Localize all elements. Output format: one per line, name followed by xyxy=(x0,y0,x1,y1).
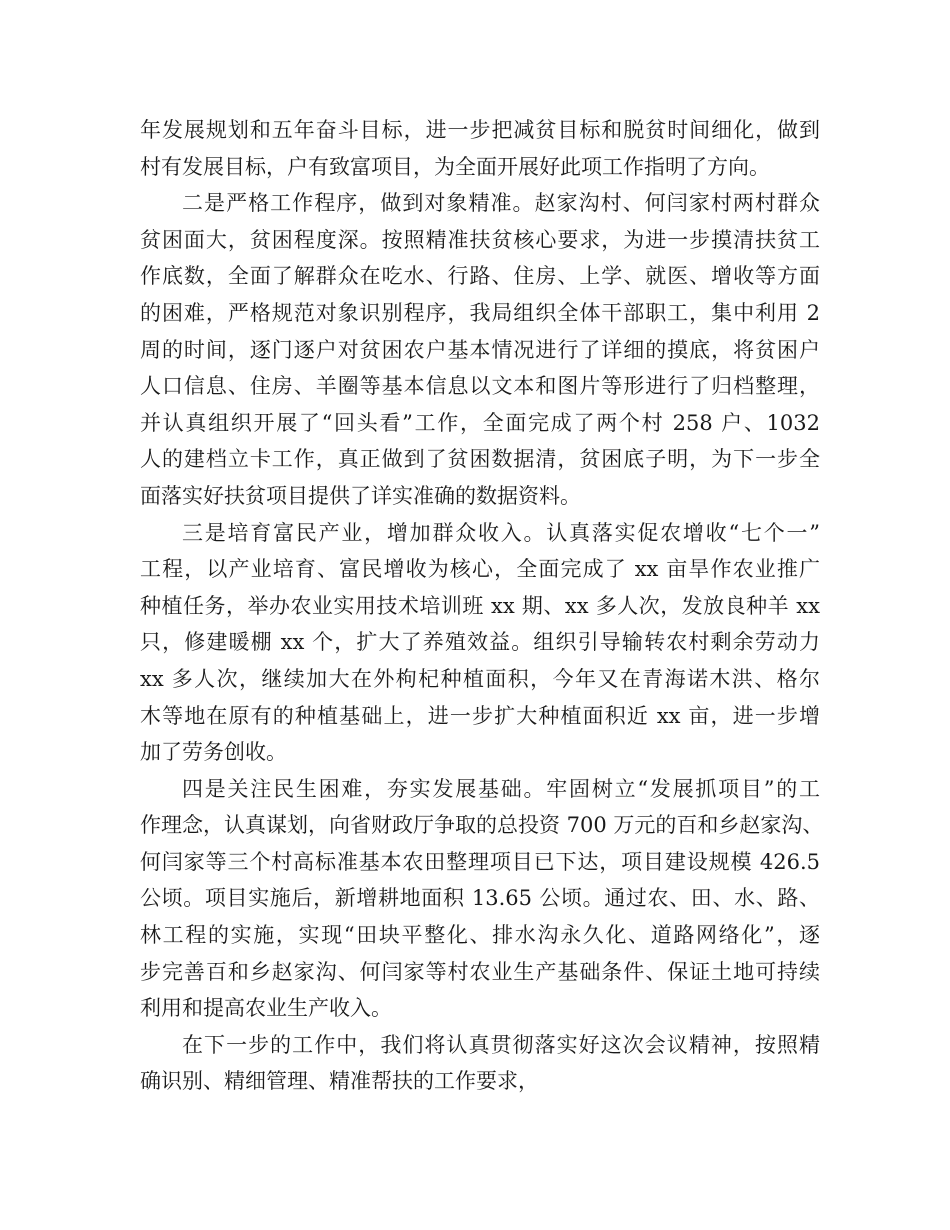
text-line: 作理念，认真谋划，向省财政厅争取的总投资 700 万元的百和乡赵家沟、 xyxy=(140,813,824,838)
text-line: 人口信息、住房、羊圈等基本信息以文本和图片等形进行了归档整理， xyxy=(140,374,820,399)
text-line: 何闫家等三个村高标准基本农田整理项目已下达，项目建设规模 426.5 xyxy=(140,849,820,874)
text-line: 利用和提高农业生产收入。 xyxy=(140,996,392,1021)
text-line: xx 多人次，继续加大在外枸杞种植面积，今年又在青海诺木洪、格尔 xyxy=(140,666,820,691)
text-line: 作底数，全面了解群众在吃水、行路、住房、上学、就医、增收等方面 xyxy=(140,264,820,289)
text-line: 种植任务，举办农业实用技术培训班 xx 期、xx 多人次，发放良种羊 xx xyxy=(140,593,820,618)
text-line: 只，修建暖棚 xx 个，扩大了养殖效益。组织引导输转农村剩余劳动力 xyxy=(140,630,820,655)
text-line: 人的建档立卡工作，真正做到了贫困数据清，贫困底子明，为下一步全 xyxy=(140,447,820,472)
paragraph-start-line: 三是培育富民产业，增加群众收入。认真落实促农增收“七个一” xyxy=(182,520,820,545)
text-line: 确识别、精细管理、精准帮扶的工作要求， xyxy=(140,1069,539,1094)
paragraph-start-line: 在下一步的工作中，我们将认真贯彻落实好这次会议精神，按照精 xyxy=(182,1032,820,1057)
text-line: 公顷。项目实施后，新增耕地面积 13.65 公顷。通过农、田、水、路、 xyxy=(140,886,820,911)
paragraph-start-line: 二是严格工作程序，做到对象精准。赵家沟村、何闫家村两村群众 xyxy=(182,191,820,216)
paragraph-start-line: 四是关注民生困难，夯实发展基础。牢固树立“发展抓项目”的工 xyxy=(182,776,820,801)
body-text xyxy=(140,112,824,1100)
text-line: 年发展规划和五年奋斗目标，进一步把减贫目标和脱贫时间细化，做到 xyxy=(140,118,820,142)
text-line: 步完善百和乡赵家沟、何闫家等村农业生产基础条件、保证土地可持续 xyxy=(140,959,820,984)
text-line: 木等地在原有的种植基础上，进一步扩大种植面积近 xx 亩，进一步增 xyxy=(140,703,820,728)
text-line: 并认真组织开展了“回头看”工作，全面完成了两个村 258 户、1032 xyxy=(140,410,820,435)
text-line: 的困难，严格规范对象识别程序，我局组织全体干部职工，集中利用 2 xyxy=(140,300,820,325)
text-line: 周的时间，逐门逐户对贫困农户基本情况进行了详细的摸底，将贫困户 xyxy=(140,337,820,362)
text-line: 工程，以产业培育、富民增收为核心，全面完成了 xx 亩旱作农业推广 xyxy=(140,557,820,582)
text-line: 村有发展目标，户有致富项目，为全面开展好此项工作指明了方向。 xyxy=(140,154,770,179)
text-line: 面落实好扶贫项目提供了详实准确的数据资料。 xyxy=(140,483,581,508)
text-line: 加了劳务创收。 xyxy=(140,740,287,765)
text-line: 林工程的实施，实现“田块平整化、排水沟永久化、道路网络化”，逐 xyxy=(140,923,820,948)
text-line: 贫困面大，贫困程度深。按照精准扶贫核心要求，为进一步摸清扶贫工 xyxy=(140,227,820,252)
